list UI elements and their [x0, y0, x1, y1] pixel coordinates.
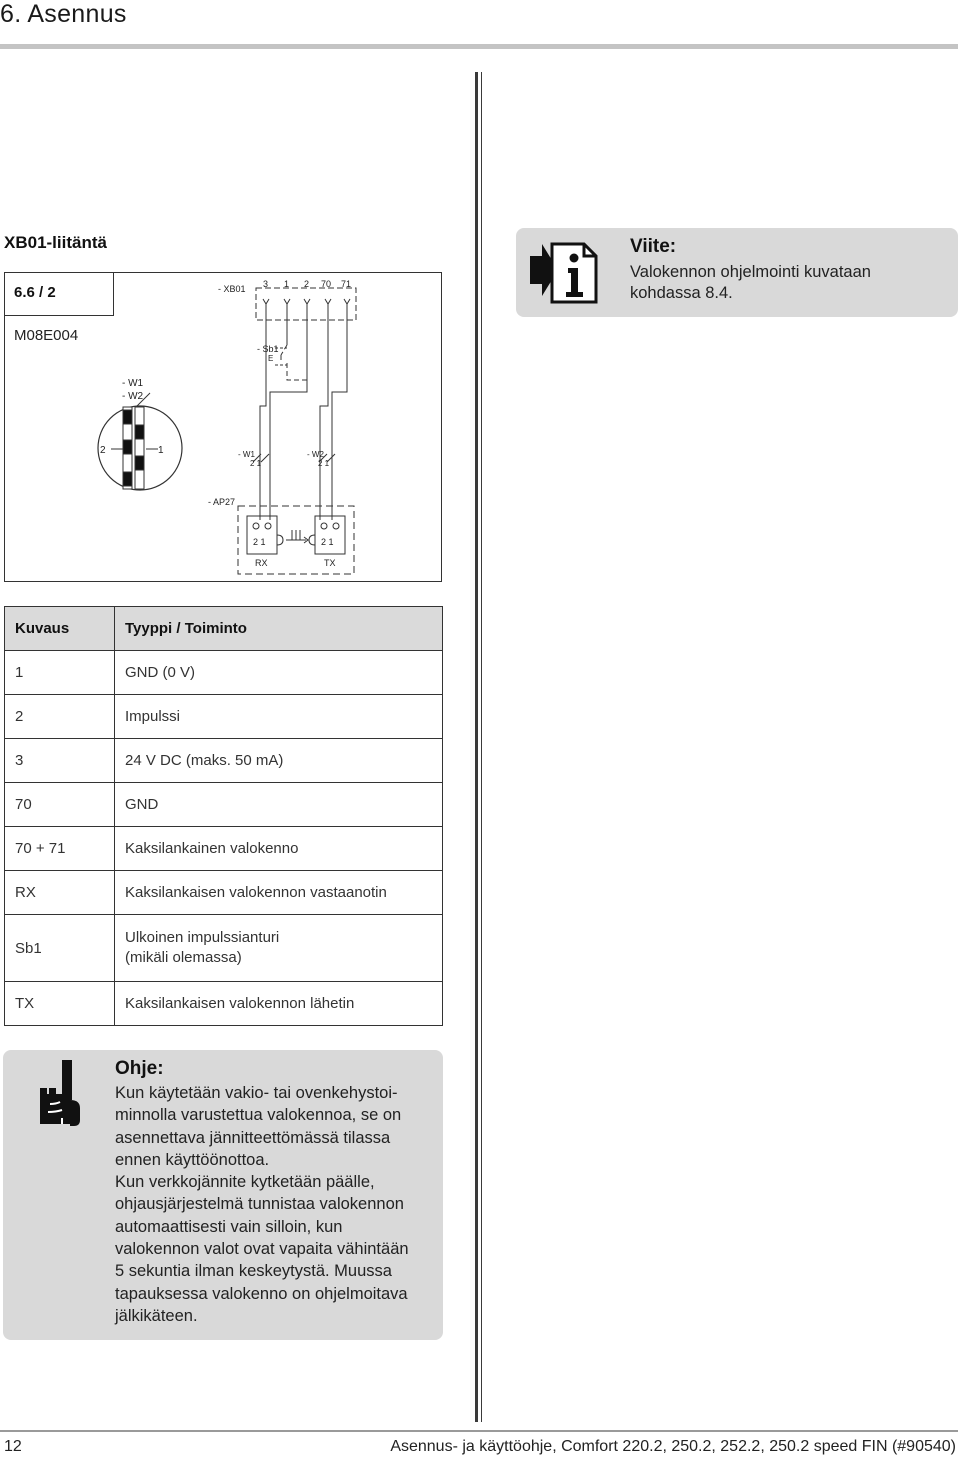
label-sb1-sub: E [268, 354, 274, 363]
cable-pin-2: 2 [100, 445, 106, 456]
table-row [5, 827, 443, 871]
label-tx: TX [324, 558, 336, 568]
label-ap27: - AP27 [208, 497, 236, 507]
header-tyyppi: Tyyppi / Toiminto [115, 607, 443, 651]
table-header-row [5, 607, 443, 651]
label-w2-small: - W2 [307, 450, 324, 459]
reference-note-text [630, 262, 940, 304]
w1-pins: 2 1 [250, 459, 262, 468]
info-arrow-icon [528, 236, 600, 306]
terminal-forks [263, 299, 350, 313]
figure-ref: 6.6 / 2 [14, 284, 56, 301]
code-cell: 3 [5, 739, 115, 783]
terminal-label: 70 [321, 279, 332, 289]
label-w1-small: - W1 [238, 450, 255, 459]
table-row [5, 695, 443, 739]
note-line: Kun verkkojännite kytketään päälle, [115, 1173, 375, 1192]
label-w2: - W2 [122, 391, 144, 402]
label-xb01: - XB01 [218, 284, 246, 294]
type-cell: Kaksilankaisen valokennon lähetin [115, 982, 443, 1026]
w2-pins: 2 1 [318, 459, 330, 468]
figure-code: M08E004 [14, 327, 79, 344]
code-cell: TX [5, 982, 115, 1026]
header-kuvaus: Kuvaus [5, 607, 115, 651]
note-line: asennettava jännitteettömässä tilassa [115, 1128, 391, 1147]
page-number: 12 [4, 1438, 22, 1455]
note-line: automaattisesti vain silloin, kun [115, 1217, 343, 1236]
column-divider [475, 72, 478, 1422]
column-divider-thin [481, 72, 482, 1422]
label-w1: - W1 [122, 378, 144, 389]
terminal-label: 71 [341, 279, 352, 289]
header-rule [0, 44, 958, 49]
table-row [5, 871, 443, 915]
chapter-title: 6. Asennus [0, 0, 127, 28]
note-line: Kun käytetään vakio- tai ovenkehystoi- [115, 1084, 398, 1102]
rx-pins: 2 1 [253, 537, 266, 547]
note-line: kohdassa 8.4. [630, 284, 733, 302]
table-row [5, 783, 443, 827]
table-row [5, 739, 443, 783]
cable-pin-1: 1 [158, 445, 164, 456]
type-cell: GND [115, 783, 443, 827]
note-line: ohjausjärjestelmä tunnistaa valokennon [115, 1195, 404, 1214]
code-cell: RX [5, 871, 115, 915]
code-cell: 2 [5, 695, 115, 739]
type-cell: GND (0 V) [115, 651, 443, 695]
tx-pins: 2 1 [321, 537, 334, 547]
code-cell: Sb1 [5, 915, 115, 982]
type-cell [115, 915, 443, 982]
code-cell: 1 [5, 651, 115, 695]
type-cell: 24 V DC (maks. 50 mA) [115, 739, 443, 783]
type-cell: Kaksilankaisen valokennon vastaanotin [115, 871, 443, 915]
section-title: XB01-liitäntä [4, 233, 107, 252]
type-line: Ulkoinen impulssianturi [125, 929, 280, 946]
code-cell: 70 [5, 783, 115, 827]
note-line: tapauksessa valokenno on ohjelmoitava [115, 1284, 408, 1303]
label-rx: RX [255, 558, 268, 568]
type-cell: Impulssi [115, 695, 443, 739]
table-row [5, 651, 443, 695]
instruction-note-title: Ohje: [115, 1058, 164, 1079]
reference-note-title: Viite: [630, 236, 677, 257]
terminal-label: 2 [304, 279, 310, 289]
note-line: minnolla varustettua valokennoa, se on [115, 1106, 402, 1125]
table-row [5, 982, 443, 1026]
label-sb1: - Sb1 [257, 344, 279, 354]
terminal-label: 3 [263, 279, 269, 289]
table-row [5, 915, 443, 982]
note-line: ennen käyttöönottoa. [115, 1150, 270, 1169]
code-cell: 70 + 71 [5, 827, 115, 871]
footer-rule [0, 1430, 958, 1432]
pointing-hand-icon [36, 1058, 84, 1130]
note-line: Valokennon ohjelmointi kuvataan [630, 263, 871, 281]
instruction-note-text [115, 1082, 435, 1327]
type-cell: Kaksilankainen valokenno [115, 827, 443, 871]
terminal-label: 1 [284, 279, 290, 289]
note-line: valokennon valot ovat vapaita vähintään [115, 1240, 409, 1259]
wiring-diagram [0, 272, 444, 584]
document-title: Asennus- ja käyttöohje, Comfort 220.2, 250.2, 252.2, 250.2 speed FIN (#90540) [390, 1438, 956, 1455]
type-line: (mikäli olemassa) [125, 949, 242, 966]
note-line: jälkikäteen. [115, 1306, 198, 1325]
note-line: 5 sekuntia ilman keskeytystä. Muussa [115, 1262, 392, 1281]
legend-table [4, 606, 443, 1026]
